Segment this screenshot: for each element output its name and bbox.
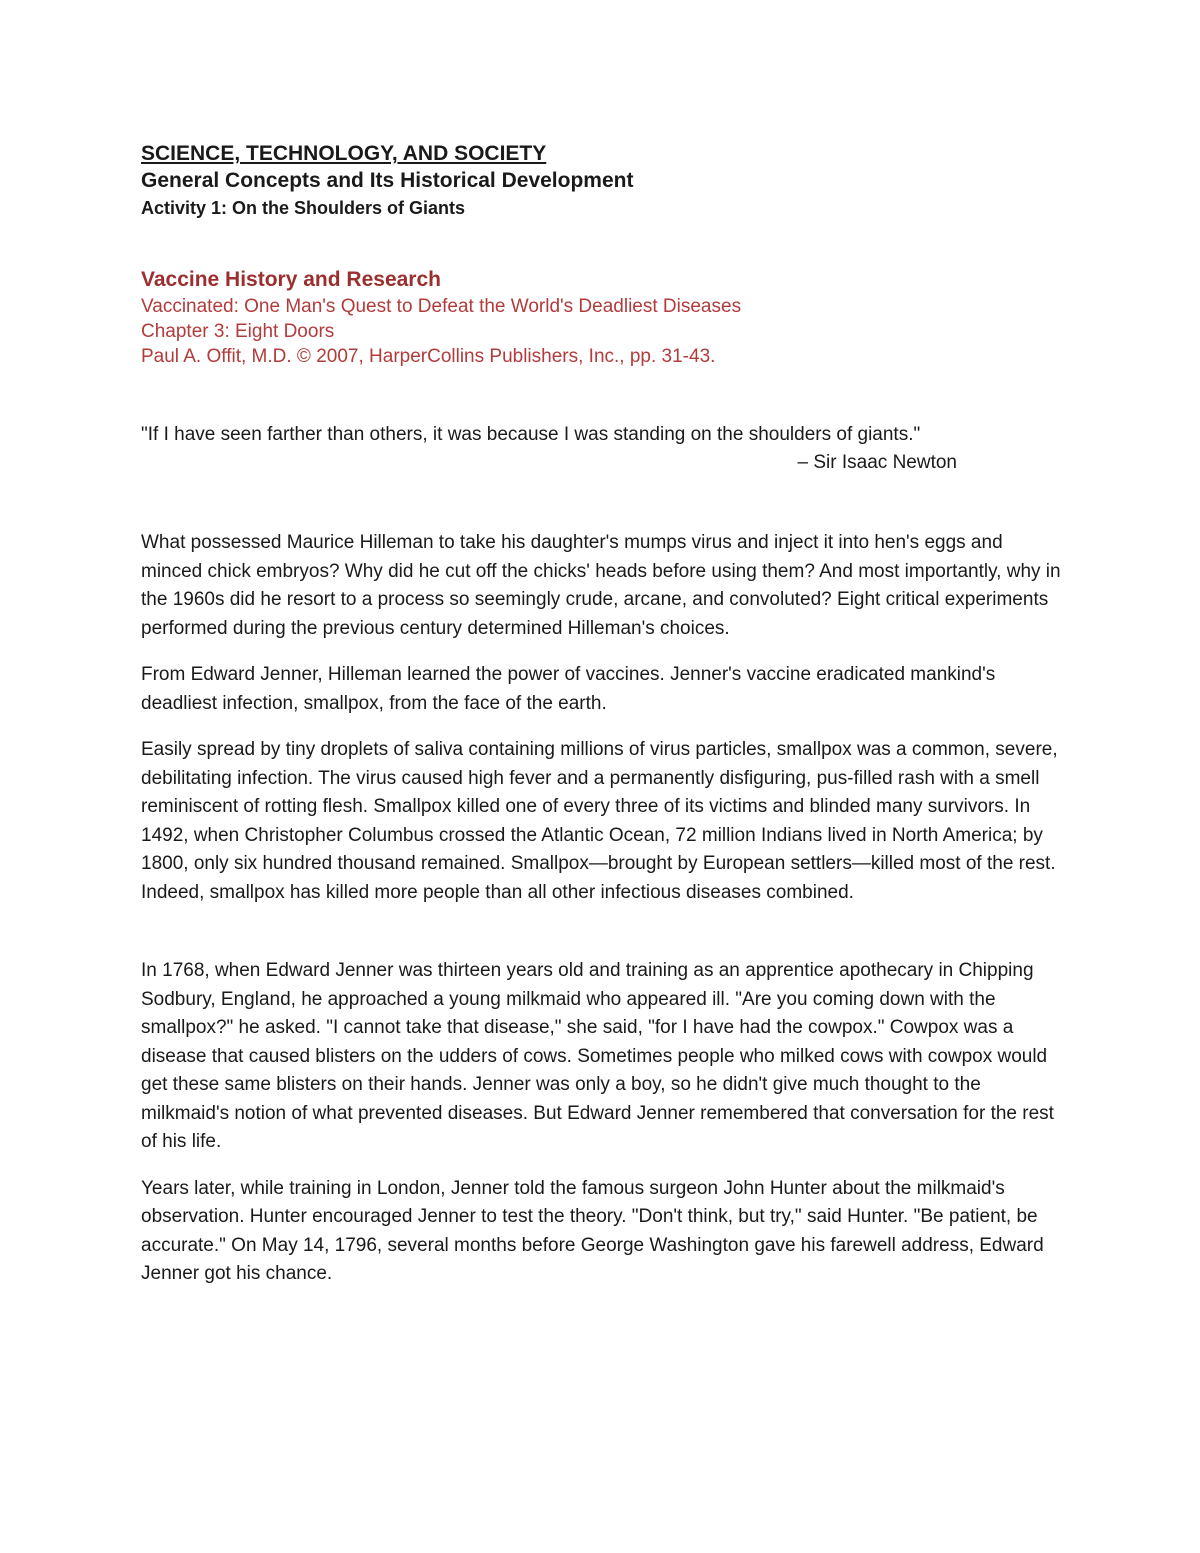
paragraph: Years later, while training in London, Jenner told the famous surgeon John Hunter about the milkmaid's observation. Hunter encouraged Jenner to test the theory. "Don't think, but try," said Hunter. "Be patient, be accurate." On May 14, 1796, several months before George Washington gave his farewell address, Edward Jenner got his chance. bbox=[141, 1177, 1044, 1284]
section-title: Vaccine History and Research bbox=[141, 268, 441, 291]
course-title: SCIENCE, TECHNOLOGY, AND SOCIETY bbox=[141, 142, 547, 165]
document-page bbox=[141, 140, 1061, 1289]
newton-quote: "If I have seen farther than others, it was because I was standing on the shoulders of giants." bbox=[141, 424, 921, 445]
quote-attribution: – Sir Isaac Newton bbox=[797, 452, 957, 473]
document-subtitle: General Concepts and Its Historical Development bbox=[141, 169, 634, 192]
book-title: Vaccinated: One Man's Quest to Defeat the World's Deadliest Diseases bbox=[141, 296, 742, 317]
chapter-title: Chapter 3: Eight Doors bbox=[141, 321, 335, 342]
paragraph: Easily spread by tiny droplets of saliva containing millions of virus particles, smallpox was a common, severe, debilitating infection. The virus caused high fever and a permanently disfiguring, pus-filled rash with a smell reminiscent of rotting flesh. Smallpox killed one of every three of its victims and blinded many survivors. In 1492, when Christopher Columbus crossed the Atlantic Ocean, 72 million Indians lived in North America; by 1800, only six hundred thousand remained. Smallpox—brought by European settlers—killed most of the rest. Indeed, smallpox has killed more people than all other infectious diseases combined. bbox=[141, 739, 1058, 903]
citation: Paul A. Offit, M.D. © 2007, HarperCollins Publishers, Inc., pp. 31-43. bbox=[141, 346, 716, 367]
paragraph: From Edward Jenner, Hilleman learned the power of vaccines. Jenner's vaccine eradicated mankind's deadliest infection, smallpox, from the face of the earth. bbox=[141, 664, 996, 714]
paragraph: What possessed Maurice Hilleman to take his daughter's mumps virus and inject it into hen's eggs and minced chick embryos? Why did he cut off the chicks' heads before using them? And most importantly, why in the 1960s did he resort to a process so seemingly crude, arcane, and convoluted? Eight critical experiments performed during the previous century determined Hilleman's choices. bbox=[141, 532, 1061, 639]
paragraph: In 1768, when Edward Jenner was thirteen years old and training as an apprentice apothecary in Chipping Sodbury, England, he approached a young milkmaid who appeared ill. "Are you coming down with the smallpox?" he asked. "I cannot take that disease," she said, "for I have had the cowpox." Cowpox was a disease that caused blisters on the udders of cows. Sometimes people who milked cows with cowpox would get these same blisters on their hands. Jenner was only a boy, so he didn't give much thought to the milkmaid's notion of what prevented diseases. But Edward Jenner remembered that conversation for the rest of his life. bbox=[141, 960, 1054, 1152]
activity-title: Activity 1: On the Shoulders of Giants bbox=[141, 198, 466, 218]
